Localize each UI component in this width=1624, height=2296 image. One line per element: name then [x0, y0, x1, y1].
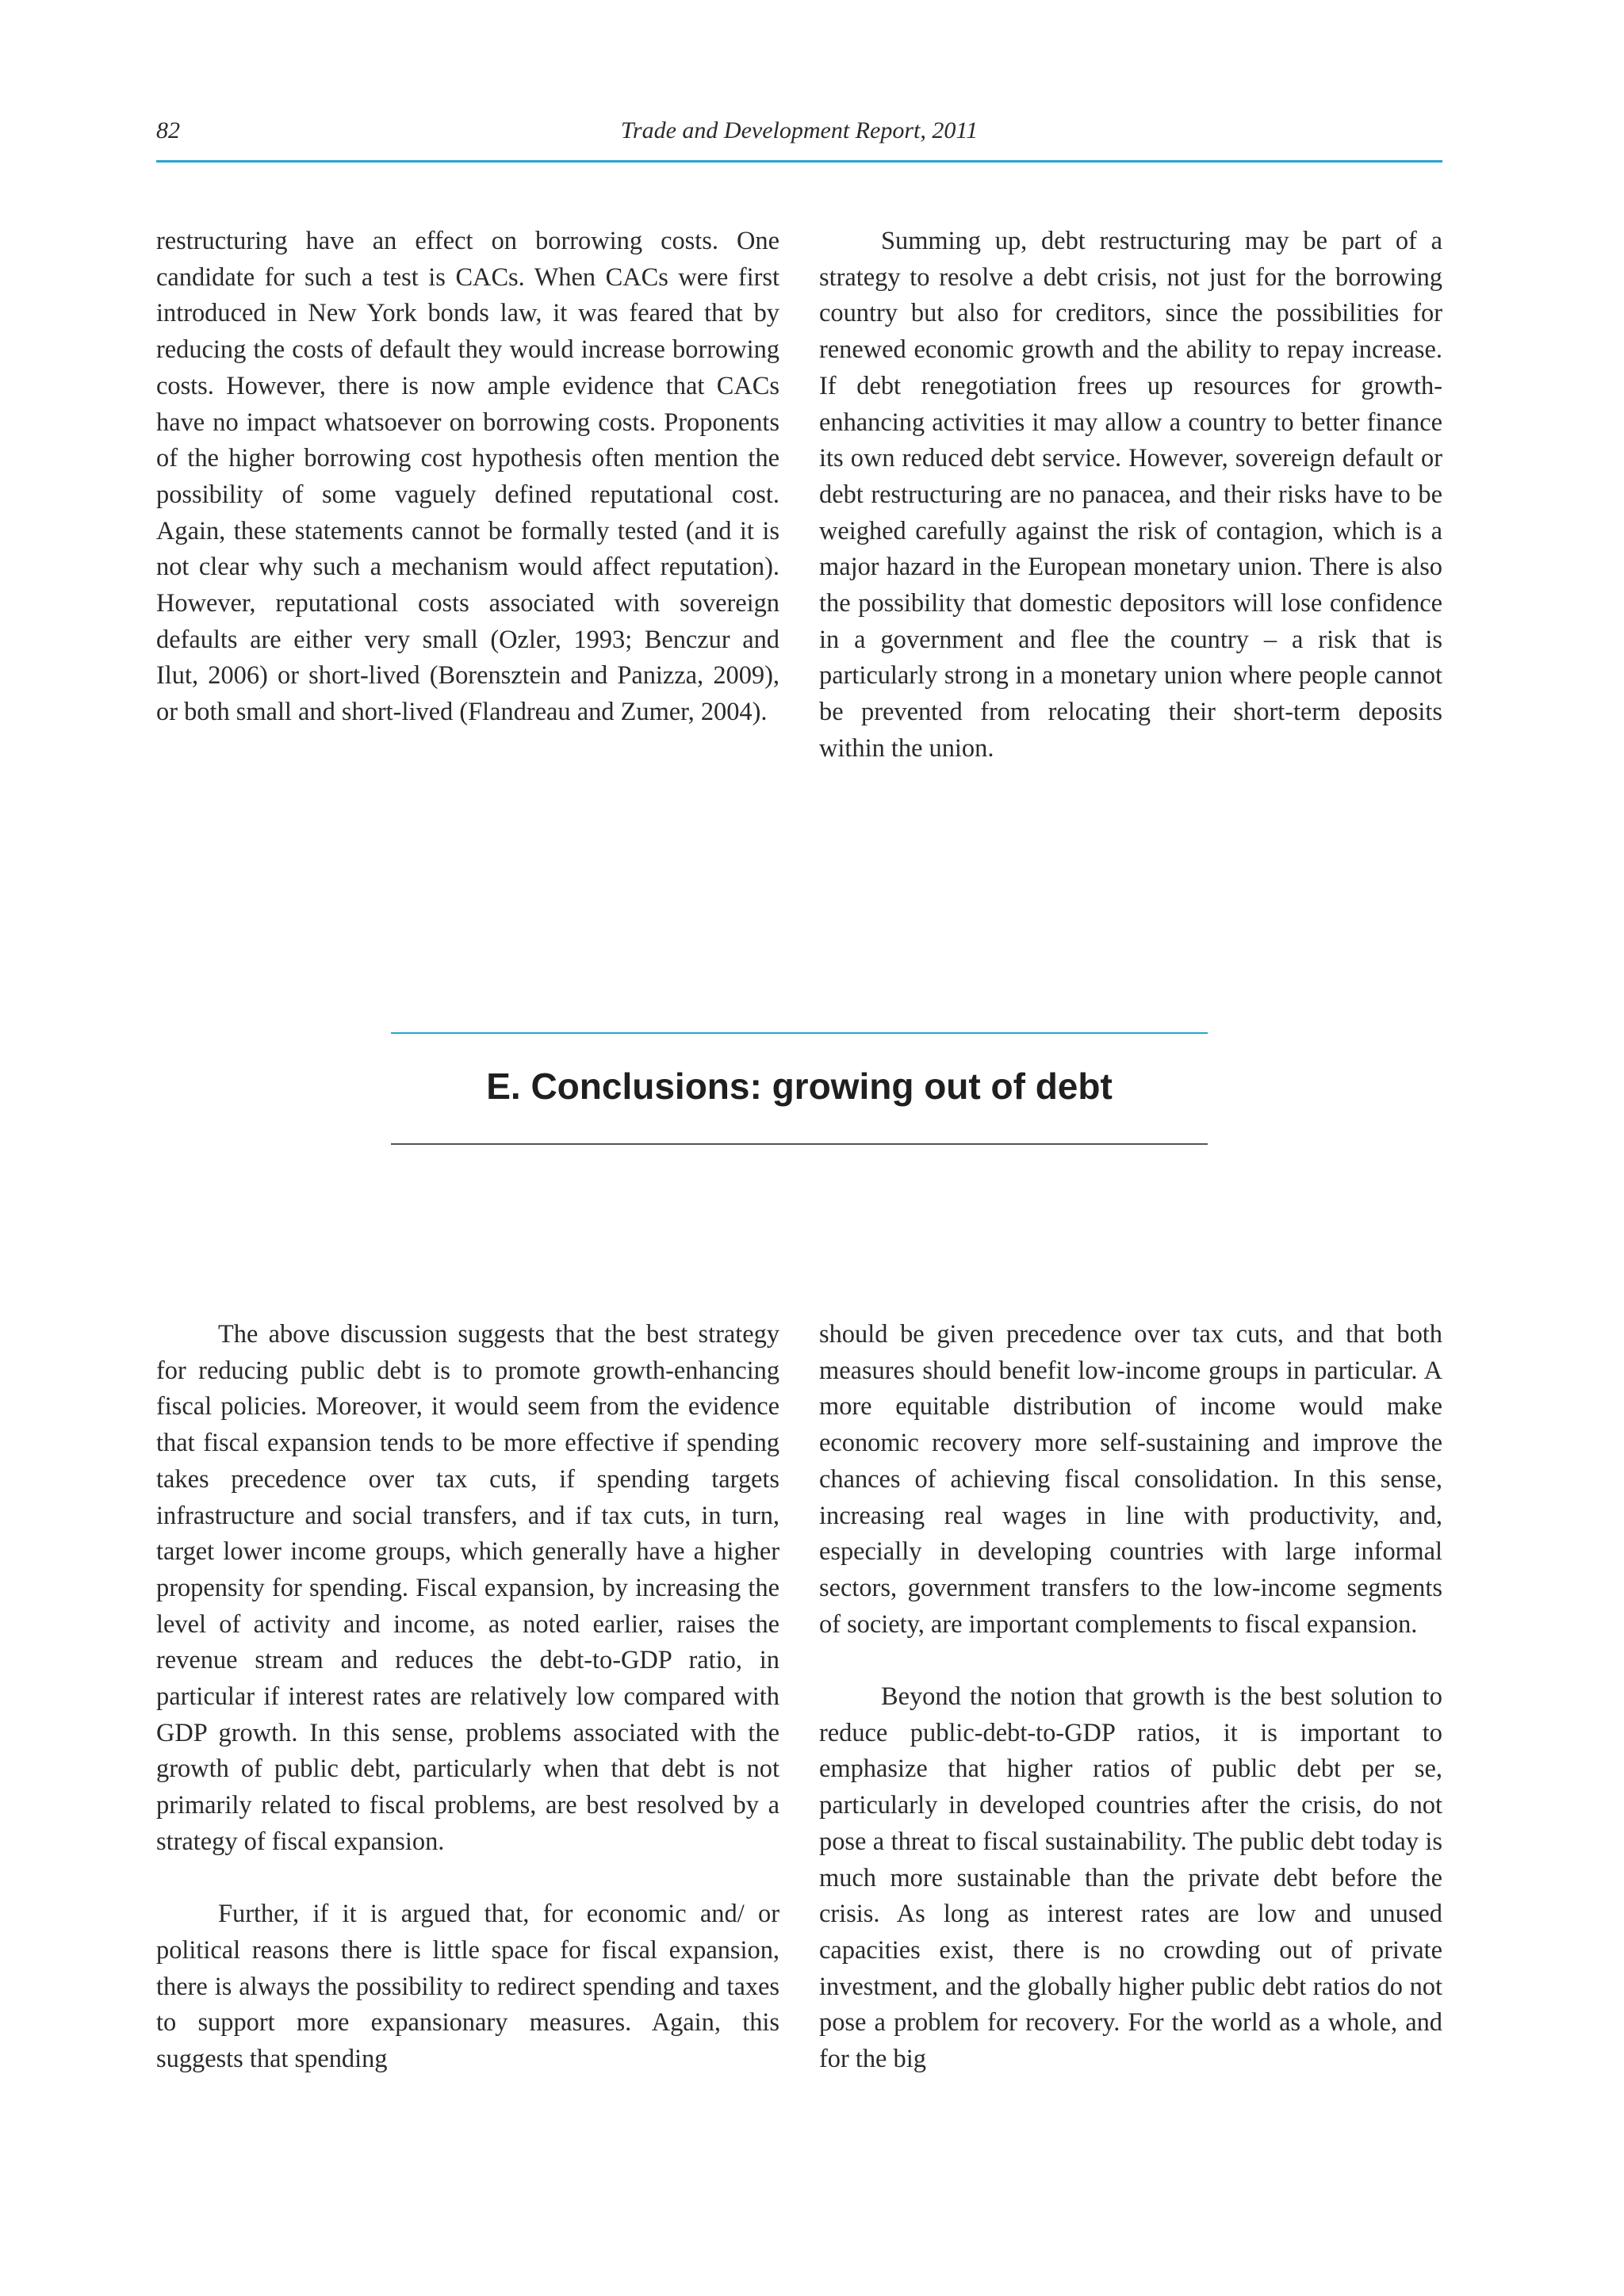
- section-rule-bottom: [391, 1143, 1208, 1145]
- paragraph: Summing up, debt restructuring may be part of a strategy to resolve a debt crisis, not just for the borrowing country but also for creditors, since the possibilities for renewed economic growth and the ability to repay increase. If debt renegotiation frees up resources for growth-enhancing activities it may allow a country to better finance its own reduced debt service. However, sovereign default or debt restructuring are no panacea, and their risks have to be weighed carefully against the risk of contagion, which is a major hazard in the European monetary union. There is also the possibility that domestic depositors will lose confidence in a government and flee the country – a risk that is particularly strong in a monetary union where people cannot be prevented from relocating their short-term deposits within the union.: [819, 227, 1442, 763]
- paragraph: should be given precedence over tax cuts, and that both measures should benefit low-income groups in particular. A more equitable distribution of income would make economic recovery more self-sustaining and improve the chances of achieving fiscal consolidation. In this sense, increasing real wages in line with productivity, and, especially in developing countries with large informal sectors, government transfers to the low-income segments of society, are important complements to fiscal expansion.: [819, 1320, 1442, 1639]
- top-block-right-column: [819, 224, 1442, 767]
- section-rule-top: [391, 1032, 1208, 1034]
- paragraph: restructuring have an effect on borrowing costs. One candidate for such a test is CACs. When CACs were first introduced in New York bonds law, it was feared that by reducing the costs of default they would increase borrowing costs. However, there is now ample evidence that CACs have no impact whatsoever on borrowing costs. Proponents of the higher borrowing cost hypothesis often mention the possibility of some vaguely defined reputational cost. Again, these statements cannot be formally tested (and it is not clear why such a mechanism would affect reputation). However, reputational costs associated with sovereign defaults are either very small (Ozler, 1993; Benczur and Ilut, 2006) or short-lived (Borensztein and Panizza, 2009), or both small and short-lived (Flandreau and Zumer, 2004).: [156, 227, 779, 727]
- top-block-left-column: [156, 224, 779, 731]
- page-number: 82: [156, 117, 180, 144]
- bottom-block-right-column: [819, 1317, 1442, 2078]
- paragraph: Beyond the notion that growth is the best solution to reduce public-debt-to-GDP ratios, it is important to emphasize that higher ratios of public debt per se, particularly in developed countries after the crisis, do not pose a threat to fiscal sustainability. The public debt today is much more sustainable than the private debt before the crisis. As long as interest rates are low and unused capacities exist, there is no crowding out of private investment, and the globally higher public debt ratios do not pose a problem for recovery. For the world as a whole, and for the big: [819, 1682, 1442, 2074]
- paragraph: The above discussion suggests that the best strategy for reducing public debt is to promote growth-enhancing fiscal policies. Moreover, it would seem from the evidence that fiscal expansion tends to be more effective if spending takes precedence over tax cuts, if spending targets infrastructure and social transfers, and if tax cuts, in turn, target lower income groups, which generally have a higher propensity for spending. Fiscal expansion, by increasing the level of activity and income, as noted earlier, raises the revenue stream and reduces the debt-to-GDP ratio, in particular if interest rates are relatively low compared with GDP growth. In this sense, problems associated with the growth of public debt, particularly when that debt is not primarily related to fiscal problems, are best resolved by a strategy of fiscal expansion.: [156, 1320, 779, 1856]
- report-title: Trade and Development Report, 2011: [620, 117, 979, 144]
- running-header: [156, 115, 1442, 147]
- bottom-block-left-column: [156, 1317, 779, 2078]
- section-heading: E. Conclusions: growing out of debt: [486, 1066, 1113, 1107]
- paragraph: Further, if it is argued that, for economic and/ or political reasons there is little space for fiscal expansion, there is always the possibility to redirect spending and taxes to support more expansionary measures. Again, this suggests that spending: [156, 1900, 779, 2074]
- header-rule: [156, 160, 1442, 163]
